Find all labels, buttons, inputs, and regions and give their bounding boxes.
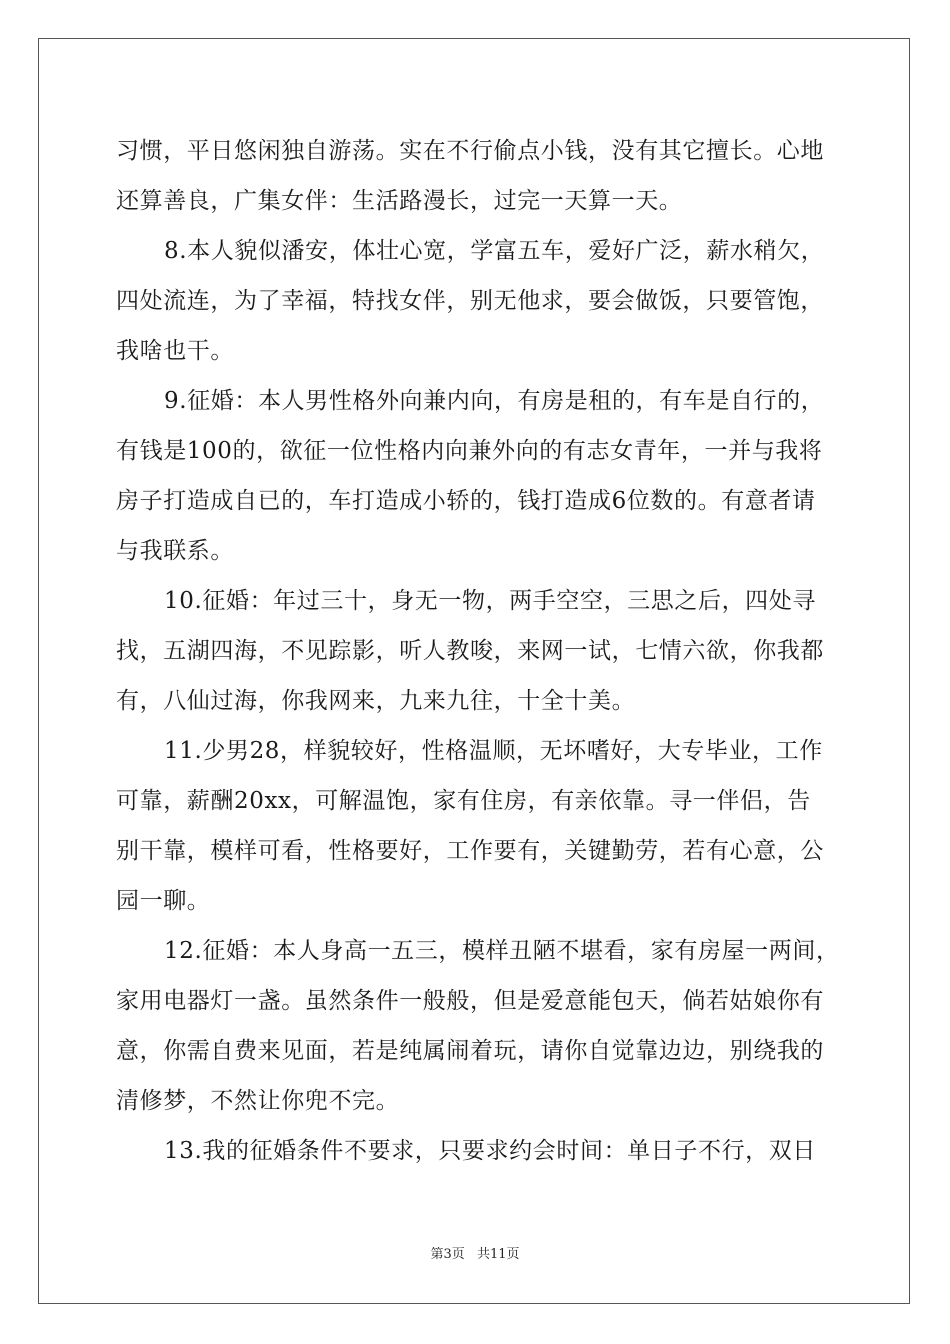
paragraph-10-start: 10.征婚：年过三十，身无一物，两手空空，三思之后，四处寻 [164,588,816,614]
text-line: 找，五湖四海，不见踪影，听人教唆，来网一试，七情六欲，你我都 [116,638,824,664]
paragraph-11-start: 11.少男28，样貌较好，性格温顺，无坏嗜好，大专毕业，工作 [164,738,823,764]
text-line: 清修梦，不然让你兜不完。 [116,1088,400,1114]
paragraph-12-start: 12.征婚：本人身高一五三，模样丑陋不堪看，家有房屋一两间， [164,938,840,964]
text-line: 还算善良，广集女伴：生活路漫长，过完一天算一天。 [116,188,683,214]
text-line: 别干靠，模样可看，性格要好，工作要有，关键勤劳，若有心意，公 [116,838,824,864]
paragraph-13-start: 13.我的征婚条件不要求，只要求约会时间：单日子不行，双日 [164,1138,816,1164]
text-line: 可靠，薪酬20xx，可解温饱，家有住房，有亲依靠。寻一伴侣，告 [116,788,811,814]
text-line: 有，八仙过海，你我网来，九来九往，十全十美。 [116,688,636,714]
document-body [116,126,840,1176]
paragraph-9-start: 9.征婚：本人男性格外向兼内向，有房是租的，有车是自行的， [164,388,825,414]
text-line: 有钱是100的，欲征一位性格内向兼外向的有志女青年，一并与我将 [116,438,823,464]
text-line: 习惯，平日悠闲独自游荡。实在不行偷点小钱，没有其它擅长。心地 [116,138,824,164]
text-line: 家用电器灯一盏。虽然条件一般般，但是爱意能包天，倘若姑娘你有 [116,988,824,1014]
page-footer [0,1246,950,1264]
page-number: 第3页 [430,1247,465,1262]
paragraph-8-start: 8.本人貌似潘安，体壮心宽，学富五车，爱好广泛，薪水稍欠， [164,238,825,264]
text-line: 我啥也干。 [116,338,234,364]
text-line: 园一聊。 [116,888,211,914]
text-line: 意，你需自费来见面，若是纯属闹着玩，请你自觉靠边边，别绕我的 [116,1038,824,1064]
text-line: 房子打造成自已的，车打造成小轿的，钱打造成6位数的。有意者请 [116,488,816,514]
text-line: 与我联系。 [116,538,234,564]
total-pages: 共11页 [476,1247,520,1262]
text-line: 四处流连，为了幸福，特找女伴，别无他求，要会做饭，只要管饱， [116,288,824,314]
